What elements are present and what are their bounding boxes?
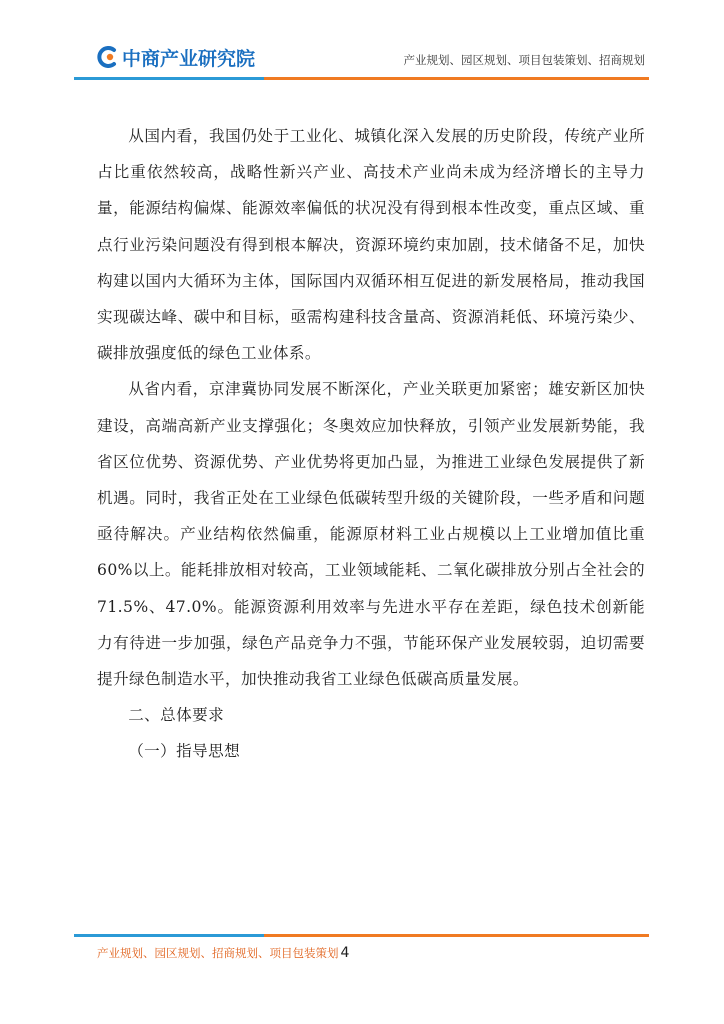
logo-text: 中商产业研究院 (122, 47, 256, 70)
logo-c-icon (97, 46, 119, 68)
paragraph-domestic: 从国内看，我国仍处于工业化、城镇化深入发展的历史阶段，传统产业所占比重依然较高，战略性新兴产业、高技术产业尚未成为经济增长的主导力量，能源结构偏煤、能源效率偏低的状况没有得到根本性改变，重点区域、重点行业污染问题没有得到根本解决，资源环境约束加剧，技术储备不足，加快构建以国内大循环为主体，国际国内双循环相互促进的新发展格局，推动我国实现碳达峰、碳中和目标，亟需构建科技含量高、资源消耗低、环境污染少、碳排放强度低的绿色工业体系。 (97, 127, 645, 363)
header-tagline: 产业规划、园区规划、项目包装策划、招商规划 (403, 53, 645, 67)
subsection-heading: （一）指导思想 (128, 742, 241, 761)
page-number: 4 (340, 945, 350, 961)
header-rule-orange (264, 77, 649, 80)
footer-rule-blue (74, 934, 264, 937)
page-header (0, 0, 724, 80)
paragraph-provincial: 从省内看，京津冀协同发展不断深化，产业关联更加紧密；雄安新区加快建设，高端高新产业支撑强化；冬奥效应加快释放，引领产业发展新势能，我省区位优势、资源优势、产业优势将更加凸显，为推进工业绿色发展提供了新机遇。同时，我省正处在工业绿色低碳转型升级的关键阶段，一些矛盾和问题亟待解决。产业结构依然偏重，能源原材料工业占规模以上工业增加值比重60%以上。能耗排放相对较高，工业领域能耗、二氧化碳排放分别占全社会的71.5%、47.0%。能源资源利用效率与先进水平存在差距，绿色技术创新能力有待进一步加强，绿色产品竞争力不强，节能环保产业发展较弱，迫切需要提升绿色制造水平，加快推动我省工业绿色低碳高质量发展。 (97, 380, 645, 689)
document-body (97, 118, 645, 770)
page-footer (97, 945, 349, 961)
section-heading: 二、总体要求 (128, 706, 225, 725)
company-logo (97, 42, 255, 72)
footer-rule-orange (264, 934, 649, 937)
footer-tagline: 产业规划、园区规划、招商规划、项目包装策划 (97, 946, 339, 960)
header-rule-blue (74, 77, 264, 80)
